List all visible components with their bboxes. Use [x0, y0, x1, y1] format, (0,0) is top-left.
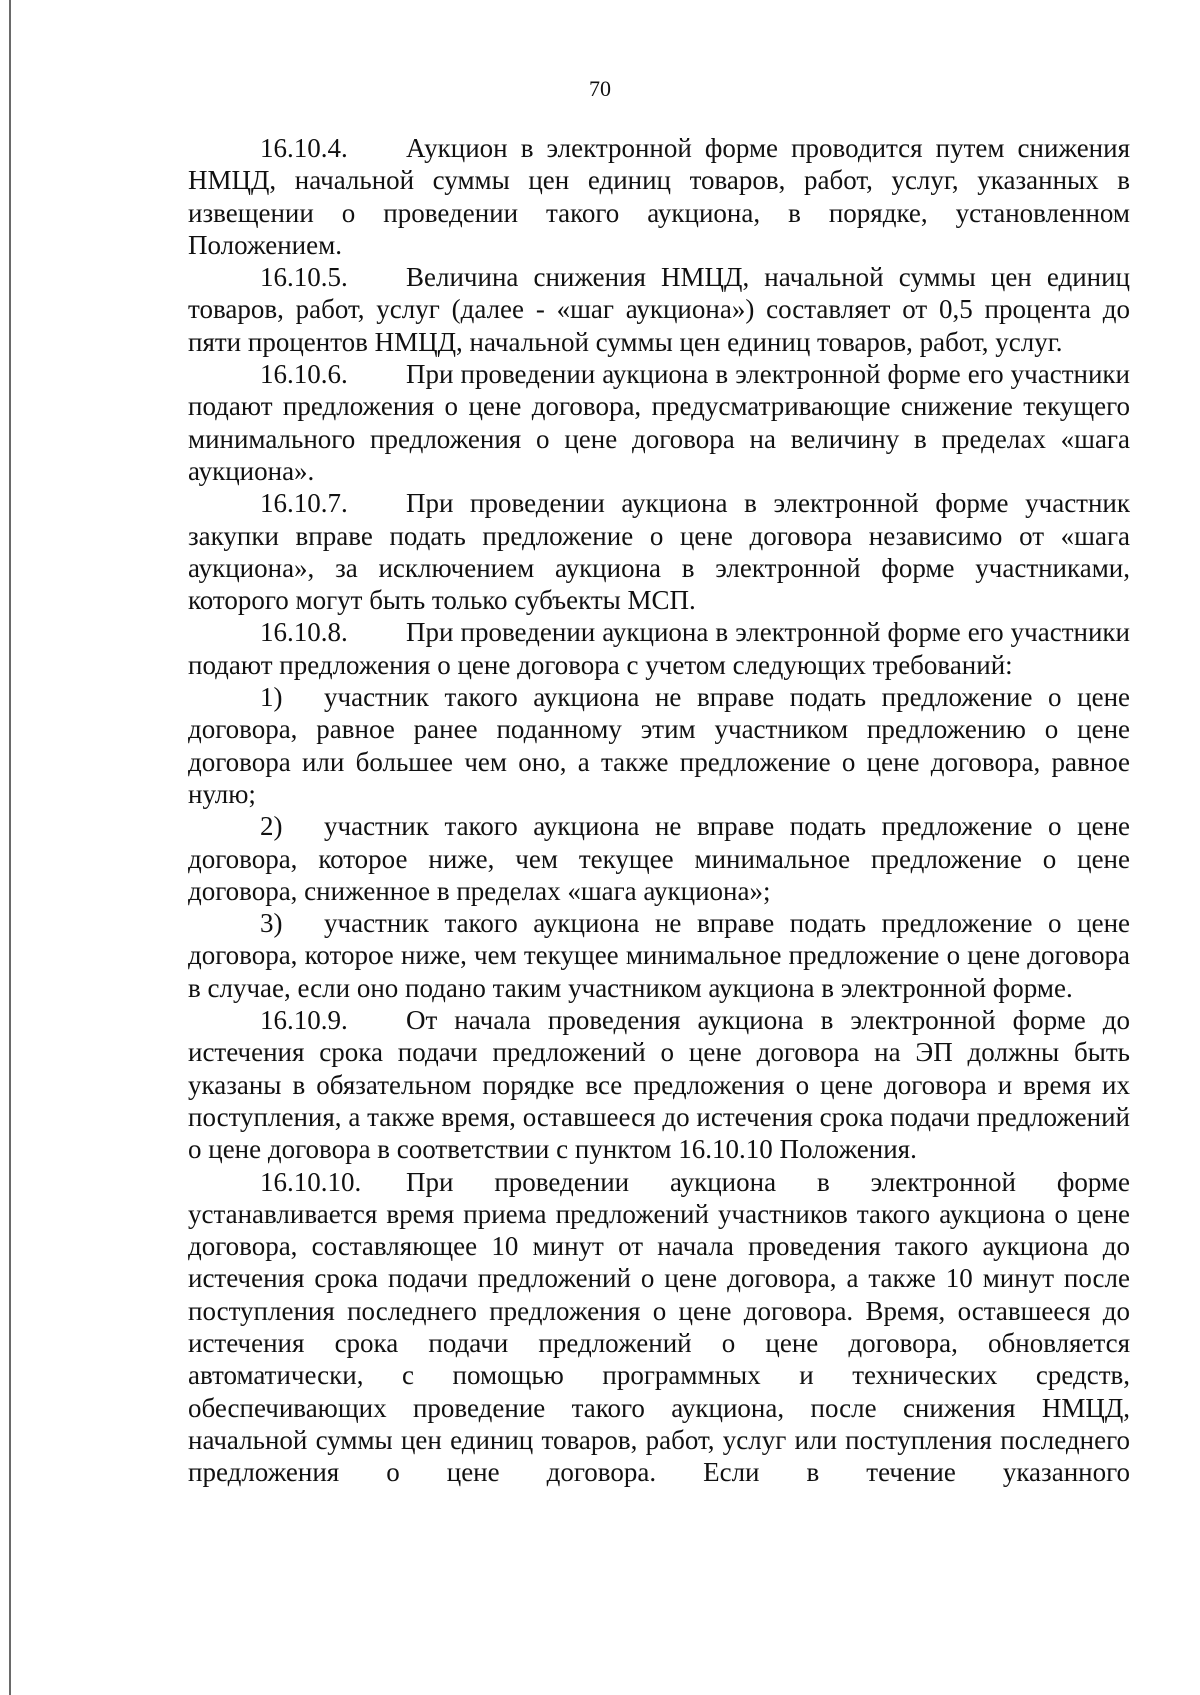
list-text: участник такого аукциона не вправе подать предложение о цене договора, равное ранее поданному этим участником предложению о цене договора или большее чем оно, а также предложение о цене договора, равное нулю; [188, 682, 1130, 809]
page-number: 70 [589, 76, 611, 101]
document-body [188, 132, 1130, 1488]
clause-number: 16.10.7. [260, 488, 348, 519]
paragraph-16-10-9 [188, 1004, 1130, 1165]
clause-text: При проведении аукциона в электронной форме его участники подают предложения о цене договора, предусматривающие снижение текущего минимального предложения о цене договора на величину в пределах «шага аукциона». [188, 359, 1130, 486]
list-number: 3) [260, 908, 283, 939]
clause-text: При проведении аукциона в электронной форме участник закупки вправе подать предложение о цене договора независимо от «шага аукциона», за исключением аукциона в электронной форме участниками, которого могут быть только субъекты МСП. [188, 488, 1130, 616]
paragraph-16-10-7 [188, 487, 1130, 616]
paragraph-16-10-6 [188, 358, 1130, 487]
clause-number: 16.10.4. [260, 133, 348, 163]
clause-text: При проведении аукциона в электронной форме устанавливается время приема предложений участников такого аукциона о цене договора, составляющее 10 минут от начала проведения такого аукциона до истечения срока подачи предложений о цене договора, а также 10 минут после поступления последнего предложения о цене договора. Время, оставшееся до истечения срока подачи предложений о цене договора, обновляется автоматически, с помощью программных и технических средств, обеспечивающих проведение такого аукциона, после снижения НМЦД, начальной суммы цен единиц товаров, работ, услуг или поступления последнего предложения о цене договора. Если в течение указанного [188, 1166, 1130, 1488]
paragraph-16-10-4 [188, 132, 1130, 261]
paragraph-16-10-10 [188, 1166, 1130, 1489]
clause-number: 16.10.9. [260, 1005, 348, 1036]
list-text: участник такого аукциона не вправе подать предложение о цене договора, которое ниже, чем текущее минимальное предложение о цене договора, сниженное в пределах «шага аукциона»; [188, 811, 1130, 906]
list-text: участник такого аукциона не вправе подать предложение о цене договора, которое ниже, чем текущее минимальное предложение о цене договора в случае, если оно подано таким участником аукциона в электронной форме. [188, 908, 1130, 1003]
clause-text: При проведении аукциона в электронной форме его участники подают предложения о цене договора с учетом следующих требований: [188, 617, 1130, 680]
scan-edge-line [9, 0, 11, 1695]
clause-number: 16.10.6. [260, 359, 348, 390]
list-item-2 [188, 810, 1130, 907]
clause-number: 16.10.8. [260, 617, 348, 648]
clause-text: От начала проведения аукциона в электронной форме до истечения срока подачи предложений о цене договора на ЭП должны быть указаны в обязательном порядке все предложения о цене договора и время их поступления, а также время, оставшееся до истечения срока подачи предложений о цене договора в соответствии с пунктом 16.10.10 Положения. [188, 1005, 1130, 1165]
list-item-1 [188, 681, 1130, 810]
list-item-3 [188, 907, 1130, 1004]
clause-text: Аукцион в электронной форме проводится путем снижения НМЦД, начальной суммы цен единиц товаров, работ, услуг, указанных в извещении о проведении такого аукциона, в порядке, установленном Положением. [188, 133, 1130, 260]
clause-number: 16.10.10. [260, 1166, 362, 1197]
list-number: 1) [260, 682, 283, 713]
list-number: 2) [260, 811, 283, 842]
clause-number: 16.10.5. [260, 262, 348, 293]
clause-text: Величина снижения НМЦД, начальной суммы цен единиц товаров, работ, услуг (далее - «шаг аукциона») составляет от 0,5 процента до пяти процентов НМЦД, начальной суммы цен единиц товаров, работ, услуг. [188, 262, 1130, 357]
paragraph-16-10-8 [188, 616, 1130, 681]
paragraph-16-10-5 [188, 261, 1130, 358]
